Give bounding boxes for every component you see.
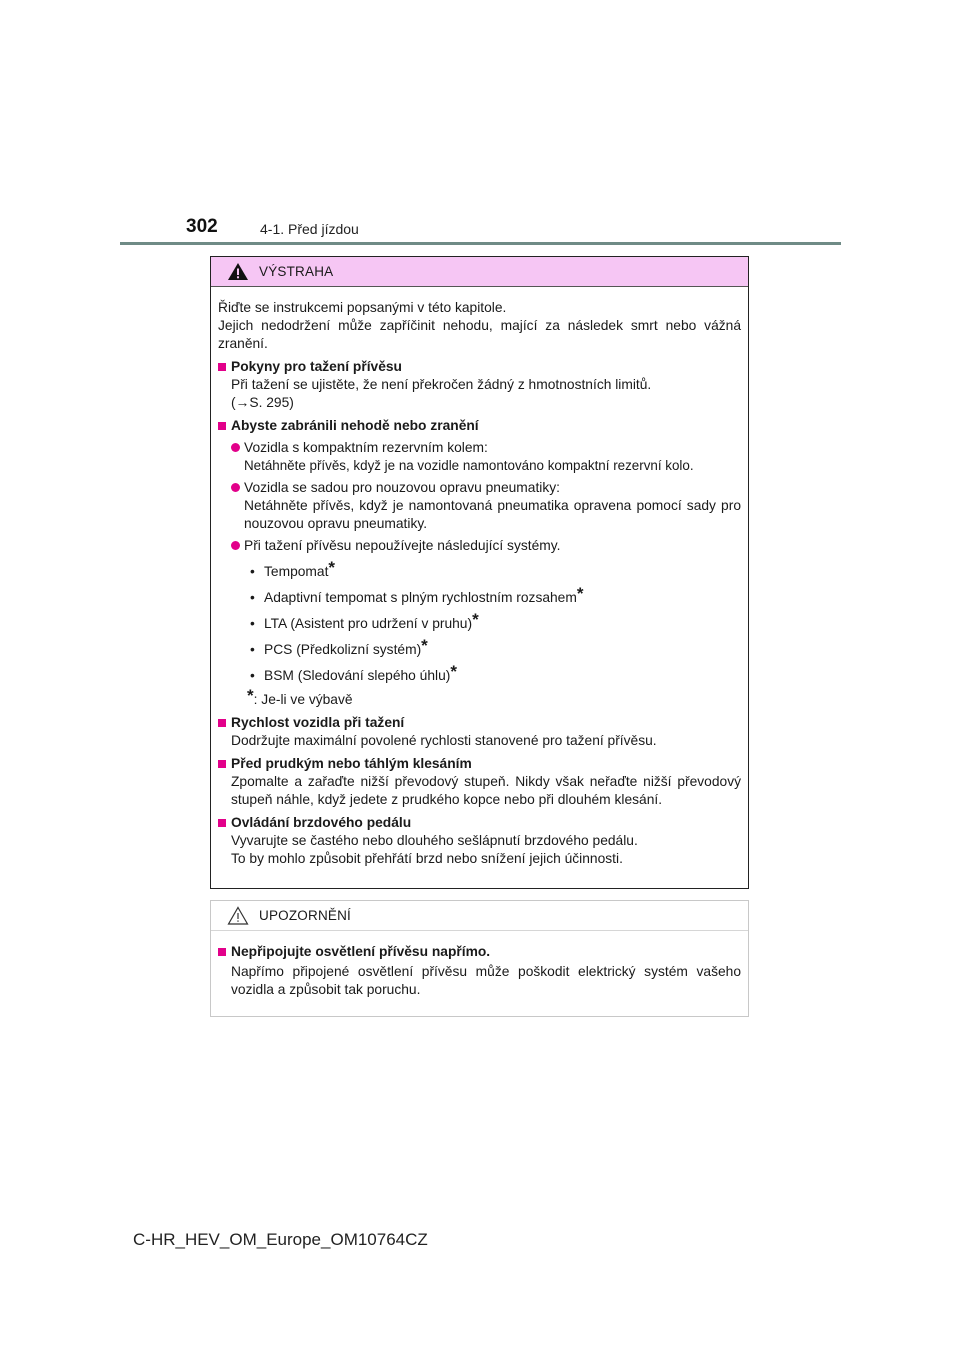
- square-bullet-icon: [218, 819, 226, 827]
- warning-title: VÝSTRAHA: [259, 264, 334, 279]
- section-heading-text: Rychlost vozidla při tažení: [231, 715, 405, 730]
- footnote-star: *: [576, 584, 584, 603]
- circle-bullet-icon: [231, 541, 240, 550]
- warning-box: [210, 256, 749, 889]
- list-item: [218, 479, 741, 533]
- system-list-item: [218, 636, 741, 659]
- section-text: Vyvarujte se častého nebo dlouhého sešlápnutí brzdového pedálu.: [231, 833, 638, 848]
- footnote-star: *: [472, 610, 479, 629]
- document-code: C-HR_HEV_OM_Europe_OM10764CZ: [133, 1230, 428, 1249]
- section-heading-towing-speed: [218, 714, 741, 732]
- section-heading-text: Pokyny pro tažení přívěsu: [231, 359, 402, 374]
- system-list-item: [218, 662, 741, 685]
- footnote-star: *: [421, 636, 428, 655]
- section-text: Zpomalte a zařaďte nižší převodový stupeň. Nikdy však neřaďte nižší převodový stupeň náhle, když jedete z prudkého kopce nebo při dlouhém klesání.: [231, 774, 741, 807]
- footnote: [218, 686, 741, 709]
- caution-body: [211, 931, 748, 999]
- system-list-item: [218, 558, 741, 581]
- square-bullet-icon: [218, 948, 226, 956]
- circle-bullet-icon: [231, 443, 240, 452]
- caution-triangle-icon: [227, 906, 249, 925]
- section-heading-text: Před prudkým nebo táhlým klesáním: [231, 756, 472, 771]
- bullet-mark: •: [250, 642, 255, 657]
- caution-header: [211, 901, 748, 931]
- square-bullet-icon: [218, 760, 226, 768]
- section-heading-trailer-lights: [218, 943, 741, 961]
- square-bullet-icon: [218, 363, 226, 371]
- footnote-star: *: [328, 558, 336, 577]
- system-list-item: [218, 610, 741, 633]
- section-text: To by mohlo způsobit přehřátí brzd nebo snížení jejich účinnosti.: [231, 851, 623, 866]
- bullet-mark: •: [250, 590, 255, 605]
- system-list-item: [218, 584, 741, 607]
- list-item: [218, 439, 741, 475]
- warning-intro-1: Řiďte se instrukcemi popsanými v této kapitole.: [218, 300, 507, 315]
- system-name: LTA (Asistent pro udržení v pruhu): [264, 616, 473, 631]
- bullet-mark: •: [250, 616, 255, 631]
- section-text: Dodržujte maximální povolené rychlosti stanovené pro tažení přívěsu.: [231, 733, 657, 748]
- section-heading-brake-pedal: [218, 814, 741, 832]
- caution-title: UPOZORNĚNÍ: [259, 908, 352, 923]
- page-number: 302: [186, 216, 218, 237]
- system-name: PCS (Předkolizní systém): [264, 642, 422, 657]
- section-heading-trailer-instructions: [218, 358, 741, 376]
- system-name: BSM (Sledování slepého úhlu): [264, 668, 451, 683]
- section-heading-text: Abyste zabránili nehodě nebo zranění: [231, 418, 479, 433]
- square-bullet-icon: [218, 719, 226, 727]
- footnote-star: *: [247, 686, 254, 705]
- section-text: Napřímo připojené osvětlení přívěsu může poškodit elektrický systém vašeho vozidla a způsobit tak poruchu.: [231, 964, 741, 997]
- page-reference: (→S. 295): [231, 395, 294, 410]
- warning-body: [211, 287, 748, 868]
- footnote-text: : Je-li ve výbavě: [253, 692, 353, 707]
- list-item-text: Netáhněte přívěs, když je namontovaná pneumatika opravena pomocí sady pro nouzovou opravu pneumatiky.: [244, 498, 741, 531]
- list-item-title: Vozidla se sadou pro nouzovou opravu pneumatiky:: [244, 480, 561, 495]
- section-text: Při tažení se ujistěte, že není překročen žádný z hmotnostních limitů.: [231, 377, 652, 392]
- warning-triangle-icon: [227, 262, 249, 281]
- list-item-text: Netáhněte přívěs, když je na vozidle namontováno kompaktní rezervní kolo.: [244, 458, 694, 473]
- section-heading-accident-prevention: [218, 417, 741, 435]
- warning-header: [211, 257, 748, 287]
- warning-intro-2: Jejich nedodržení může zapříčinit nehodu, mající za následek smrt nebo vážná zranění.: [218, 318, 741, 351]
- section-heading-downhill: [218, 755, 741, 773]
- list-item-title: Vozidla s kompaktním rezervním kolem:: [244, 440, 488, 455]
- bullet-mark: •: [250, 668, 255, 683]
- system-name: Tempomat: [264, 564, 329, 579]
- section-heading-text: Ovládání brzdového pedálu: [231, 815, 412, 830]
- list-item: [218, 537, 741, 555]
- header-divider: [120, 242, 841, 245]
- bullet-mark: •: [250, 564, 255, 579]
- caution-box: [210, 900, 749, 1017]
- section-heading-text: Nepřipojujte osvětlení přívěsu napřímo.: [231, 944, 491, 959]
- system-name: Adaptivní tempomat s plným rychlostním rozsahem: [264, 590, 577, 605]
- section-title: 4-1. Před jízdou: [260, 221, 359, 237]
- circle-bullet-icon: [231, 483, 240, 492]
- footnote-star: *: [450, 662, 457, 681]
- list-item-text: Při tažení přívěsu nepoužívejte následující systémy.: [244, 538, 561, 553]
- square-bullet-icon: [218, 422, 226, 430]
